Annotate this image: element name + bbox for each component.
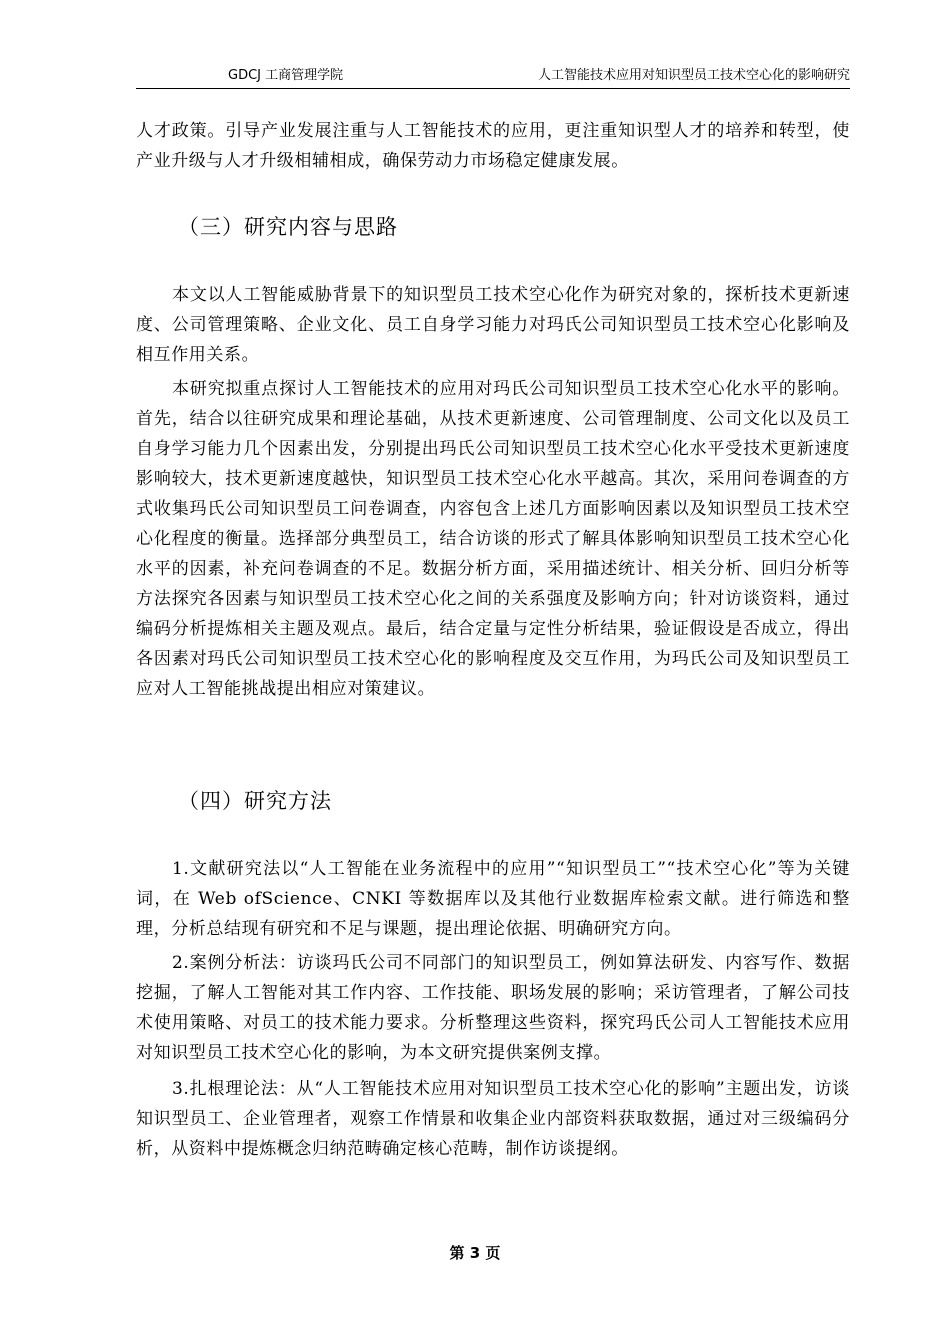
section-4-heading: （四）研究方法 [178,789,332,813]
section-4-paragraph-1: 1.文献研究法以“人工智能在业务流程中的应用”“知识型员工”“技术空心化”等为关键词，在 Web ofScience、CNKI 等数据库以及其他行业数据库检索文献。进行筛选和整理，分析总结现有研究和不足与课题，提出理论依据、明确研究方向。 [136,859,850,939]
header-divider [136,88,850,89]
section-3-paragraph-1: 本文以人工智能威胁背景下的知识型员工技术空心化作为研究对象的，探析技术更新速度、公司管理策略、企业文化、员工自身学习能力对玛氏公司知识型员工技术空心化影响及相互作用关系。 [136,285,850,365]
page-number: 第 3 页 [449,1244,501,1262]
section-4-paragraph-2: 2.案例分析法：访谈玛氏公司不同部门的知识型员工，例如算法研发、内容写作、数据挖掘，了解人工智能对其工作内容、工作技能、职场发展的影响；采访管理者，了解公司技术使用策略、对员工的技术能力要求。分析整理这些资料，探究玛氏公司人工智能技术应用对知识型员工技术空心化的影响，为本文研究提供案例支撑。 [136,953,850,1063]
header-title: 人工智能技术应用对知识型员工技术空心化的影响研究 [537,68,850,83]
header-institution: GDCJ 工商管理学院 [228,68,344,83]
page-header [136,66,850,86]
section-4-paragraph-3: 3.扎根理论法：从“人工智能技术应用对知识型员工技术空心化的影响”主题出发，访谈知识型员工、企业管理者，观察工作情景和收集企业内部资料获取数据，通过对三级编码分析，从资料中提炼概念归纳范畴确定核心范畴，制作访谈提纲。 [136,1079,850,1159]
section-3-paragraph-2: 本研究拟重点探讨人工智能技术的应用对玛氏公司知识型员工技术空心化水平的影响。首先，结合以往研究成果和理论基础，从技术更新速度、公司管理制度、公司文化以及员工自身学习能力几个因素出发，分别提出玛氏公司知识型员工技术空心化水平受技术更新速度影响较大，技术更新速度越快，知识型员工技术空心化水平越高。其次，采用问卷调查的方式收集玛氏公司知识型员工问卷调查，内容包含上述几方面影响因素以及知识型员工技术空心化程度的衡量。选择部分典型员工，结合访谈的形式了解具体影响知识型员工技术空心化水平的因素，补充问卷调查的不足。数据分析方面，采用描述统计、相关分析、回归分析等方法探究各因素与知识型员工技术空心化之间的关系强度及影响方向；针对访谈资料，通过编码分析提炼相关主题及观点。最后，结合定量与定性分析结果，验证假设是否成立，得出各因素对玛氏公司知识型员工技术空心化的影响程度及交互作用，为玛氏公司及知识型员工应对人工智能挑战提出相应对策建议。 [136,379,850,699]
section-3-heading: （三）研究内容与思路 [178,215,398,239]
intro-paragraph: 人才政策。引导产业发展注重与人工智能技术的应用，更注重知识型人才的培养和转型，使产业升级与人才升级相辅相成，确保劳动力市场稳定健康发展。 [136,121,850,171]
